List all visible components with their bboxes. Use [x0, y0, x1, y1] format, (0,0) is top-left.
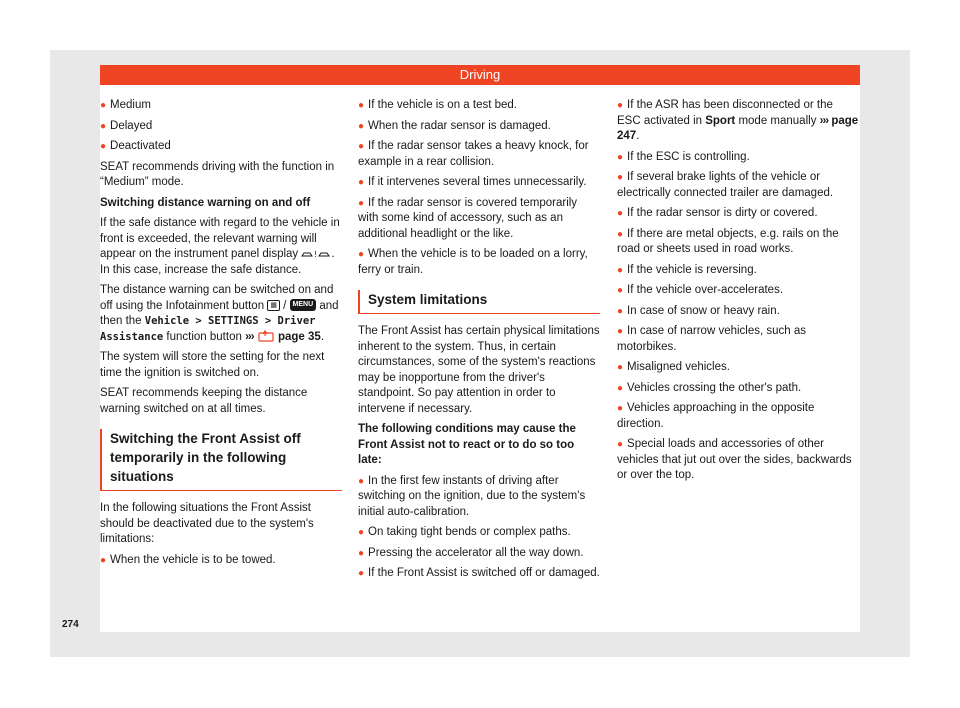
subheading-conditions: The following conditions may cause the Front Assist not to react or to do so too late:: [358, 423, 576, 466]
bullet-icon: ●: [100, 100, 107, 111]
touch-hand-icon: [257, 330, 275, 342]
bullet-icon: ●: [358, 120, 365, 132]
menu-button-icon: MENU: [290, 299, 317, 311]
bullet-icon: ●: [617, 362, 624, 373]
settings-path: Vehicle > SETTINGS > Driver Assistance: [100, 315, 316, 343]
bullet-icon: ●: [358, 475, 365, 487]
column-1: [100, 98, 342, 573]
distance-warning-icon: [301, 249, 331, 259]
svg-text:!: !: [314, 249, 318, 259]
list-item: ● On taking tight bends or complex paths.: [358, 526, 571, 538]
bullet-icon: ●: [617, 305, 624, 317]
list-item: ● Deactivated: [100, 140, 171, 152]
page-number: 274: [62, 619, 79, 630]
paragraph-store-setting: The system will store the setting for the next time the ignition is switched on.: [100, 351, 325, 379]
list-item: ● In case of narrow vehicles, such as motorbikes.: [617, 325, 807, 353]
bullet-icon: ●: [100, 120, 107, 132]
list-item: ● If the radar sensor is dirty or covered.: [617, 207, 818, 219]
list-item: ● If the ESC is controlling.: [617, 150, 750, 163]
list-item: ● Pressing the accelerator all the way down.: [358, 546, 584, 559]
paragraph-keep-on: SEAT recommends keeping the distance warning switched on at all times.: [100, 387, 308, 415]
list-item: ● If it intervenes several times unnecessarily.: [358, 176, 587, 188]
recommend-text: SEAT recommends driving with the function in “Medium” mode.: [100, 160, 335, 188]
page-reference-link[interactable]: page 35: [277, 330, 321, 343]
list-item: ● If the vehicle over-accelerates.: [617, 284, 784, 296]
column-2: [358, 98, 600, 587]
grid-button-icon: ▦: [267, 300, 280, 311]
section-title-switching-off: Switching the Front Assist off temporarily in the following situations: [100, 429, 342, 491]
bullet-icon: ●: [617, 285, 624, 296]
page-reference-link[interactable]: page 247: [617, 114, 859, 142]
list-item: ● In case of snow or heavy rain.: [617, 304, 780, 317]
paragraph-situations: In the following situations the Front Assist should be deactivated due to the system's limitations:: [100, 502, 314, 545]
section-title-system-limitations: System limitations: [358, 290, 600, 314]
bullet-icon: ●: [358, 249, 365, 260]
list-item: ● If there are metal objects, e.g. rails on the road or sheets used in road works.: [617, 227, 839, 255]
paragraph-limitations: The Front Assist has certain physical limitations inherent to the system. Thus, in certain circumstances, some of the system's reactions may be inopportune from the driver's standpoint. So pay attention in order to intervene if necessary.: [358, 325, 600, 415]
bullet-icon: ●: [617, 208, 624, 219]
ref-arrows: ›››: [245, 330, 254, 343]
list-item: ● Delayed: [100, 119, 153, 132]
bullet-icon: ●: [617, 439, 624, 450]
bullet-icon: ●: [100, 554, 107, 566]
bullet-icon: ●: [358, 197, 365, 209]
list-item: ● If the vehicle is reversing.: [617, 263, 757, 276]
list-item: ● When the vehicle is to be loaded on a lorry, ferry or train.: [358, 248, 588, 276]
subheading-distance-warning: Switching distance warning on and off: [100, 196, 311, 209]
bullet-icon: ●: [617, 326, 624, 337]
paragraph-warning: If the safe distance with regard to the vehicle in front is exceeded, the relevant warning will appear on the instrument panel display ! . In this case, increase the safe distance.: [100, 217, 340, 276]
paragraph-infotainment: The distance warning can be switched on and off using the Infotainment button ▦ / MENU and then the Vehicle > SETTINGS > Driver Assistance function button ››› page 35.: [100, 284, 339, 343]
list-item: ● When the radar sensor is damaged.: [358, 119, 551, 132]
list-item: ● If the Front Assist is switched off or damaged.: [358, 567, 600, 579]
bullet-icon: ●: [100, 141, 107, 152]
bullet-icon: ●: [617, 172, 624, 183]
list-item: ● When the vehicle is to be towed.: [100, 553, 276, 566]
list-item: ● Vehicles crossing the other's path.: [617, 381, 802, 394]
list-item: ● If the ASR has been disconnected or the ESC activated in Sport mode manually ››› page 247.: [617, 99, 859, 142]
bullet-icon: ●: [358, 177, 365, 188]
list-item: ● If the radar sensor takes a heavy knock, for example in a rear collision.: [358, 140, 589, 168]
bullet-icon: ●: [358, 527, 365, 538]
bullet-icon: ●: [358, 141, 365, 152]
list-item: ● Special loads and accessories of other vehicles that jut out over the sides, backwards or over the top.: [617, 438, 852, 481]
bullet-icon: ●: [358, 547, 365, 559]
chapter-header: Driving: [100, 65, 860, 85]
bullet-icon: ●: [617, 403, 624, 414]
bullet-icon: ●: [617, 228, 624, 240]
list-item: ● Vehicles approaching in the opposite direction.: [617, 402, 815, 430]
list-item: ● In the first few instants of driving after switching on the ignition, due to the system's initial auto-calibration.: [358, 474, 586, 518]
bullet-icon: ●: [617, 151, 624, 163]
bullet-icon: ●: [358, 100, 365, 111]
list-item: ● If the radar sensor is covered temporarily with some kind of accessory, such as an additional headlight or the like.: [358, 196, 578, 240]
bullet-icon: ●: [617, 100, 624, 111]
bullet-icon: ●: [617, 382, 624, 394]
list-item: ● If several brake lights of the vehicle or electrically connected trailer are damaged.: [617, 171, 834, 199]
bullet-icon: ●: [617, 264, 624, 276]
column-3: [617, 98, 859, 489]
bullet-icon: ●: [358, 568, 365, 579]
list-item: ● If the vehicle is on a test bed.: [358, 99, 517, 111]
list-item: ● Misaligned vehicles.: [617, 361, 730, 373]
list-item: ● Medium: [100, 99, 151, 111]
ref-arrows: ›››: [819, 114, 829, 127]
